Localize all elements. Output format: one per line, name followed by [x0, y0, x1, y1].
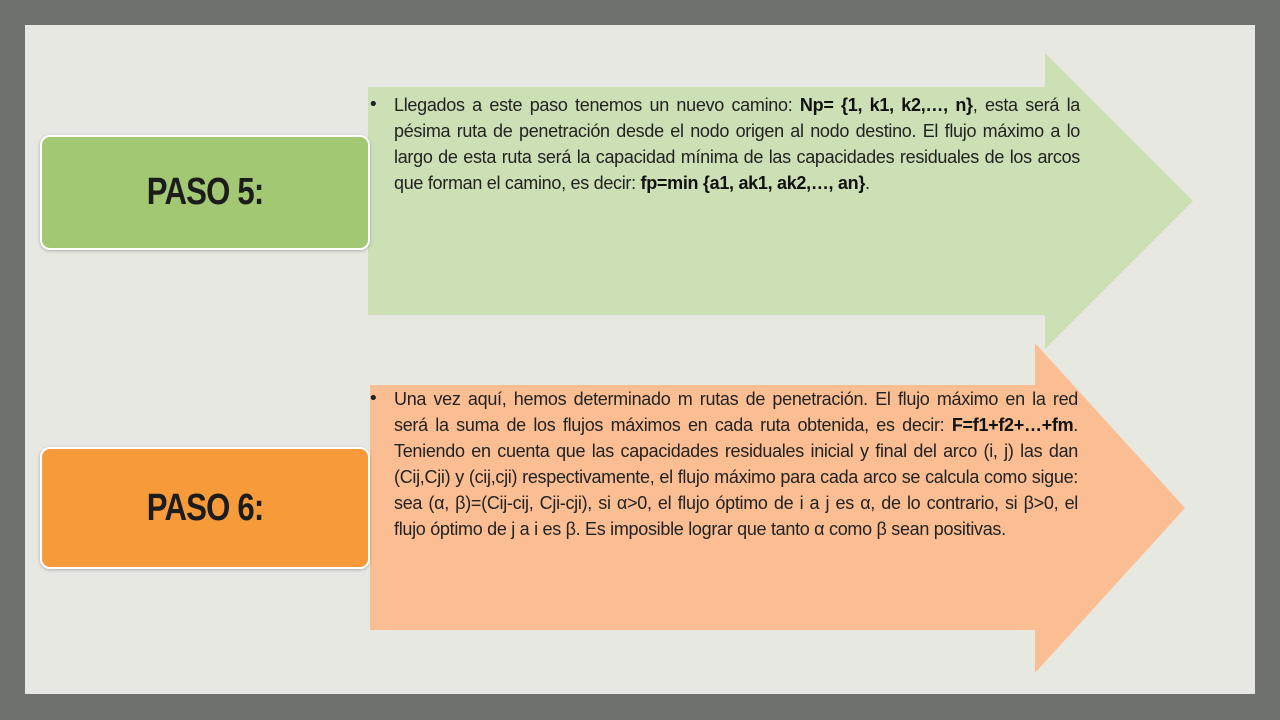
step5-bullet — [368, 92, 1080, 196]
step5-text-segment: , esta será la pésima ruta de penetración desde el nodo origen al nodo destino. El flujo máximo a lo largo de esta ruta será la capacidad mínima de las capacidades residuales de los arcos que forman el camino, es decir: — [394, 95, 1081, 193]
step6-label-box — [40, 447, 370, 569]
step5-text-segment: fp=min {a1, ak1, ak2,…, an} — [640, 173, 866, 193]
step6-label: PASO 6: — [146, 486, 264, 529]
step5-text — [394, 92, 1080, 196]
step6-text — [394, 386, 1078, 542]
step5-text-segment: Np= {1, k1, k2,…, n} — [799, 95, 973, 115]
step6-bullet — [368, 386, 1078, 542]
bullet-icon: • — [368, 388, 379, 409]
bullet-icon: • — [368, 94, 379, 115]
step6-text-segment: . Teniendo en cuenta que las capacidades residuales inicial y final del arco (i, j) las dan (Cij,Cji) y (cij,cji) respectivamente, el flujo máximo para cada arco se calcula como sigue: sea (α, β)=(Cij-cij, Cji-cji), si α>0, el flujo óptimo de i a j es α, de lo contrario, si β>0, el flujo óptimo de j a i es β. Es imposible lograr que tanto α como β sean positivas. — [394, 415, 1078, 539]
step6-text-segment: Una vez aquí, hemos determinado m rutas de penetración. El flujo máximo en la red será la suma de los flujos máximos en cada ruta obtenida, es decir: — [394, 389, 1078, 435]
step5-label: PASO 5: — [146, 171, 264, 213]
step5-text-segment: . — [865, 173, 870, 193]
slide — [25, 25, 1255, 694]
step5-text-segment: Llegados a este paso tenemos un nuevo camino: — [394, 95, 800, 115]
step6-text-segment: F=f1+f2+…+fm — [951, 415, 1074, 435]
step5-label-box — [40, 135, 370, 250]
